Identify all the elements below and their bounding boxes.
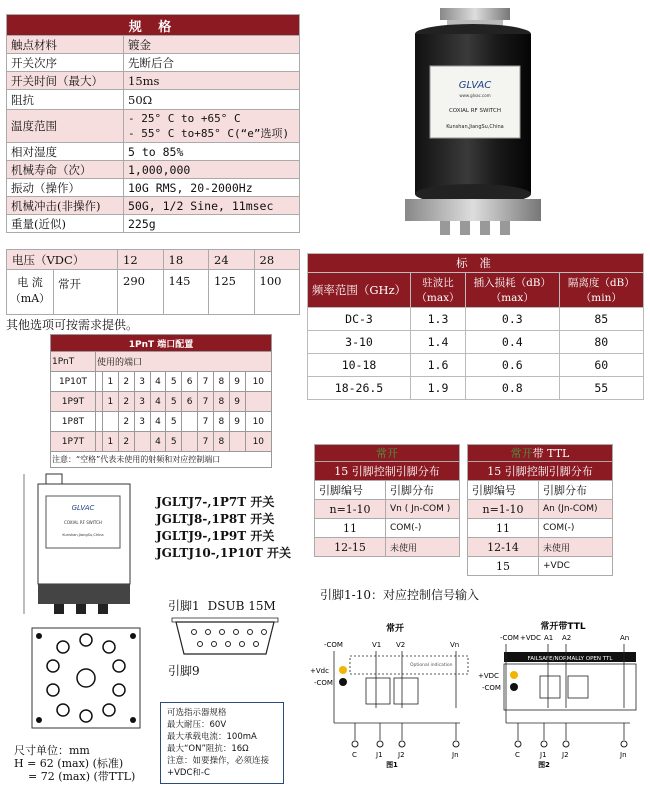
- port-cell: 9: [229, 392, 245, 412]
- pin-cell: 未使用: [539, 538, 613, 557]
- pin-cell: 11: [315, 519, 386, 538]
- port-row-name: 1P10T: [51, 372, 96, 392]
- current-value: 290: [118, 270, 164, 315]
- pin-ttl-subtitle: 15 引脚控制引脚分布: [468, 462, 613, 481]
- port-cell: 4: [150, 412, 166, 432]
- model-item: JGLTJ8-,1P8T 开关: [156, 512, 275, 526]
- standard-cell: 0.8: [466, 377, 560, 400]
- schem2-label: -COM: [500, 634, 519, 642]
- port-cell: 8: [213, 372, 229, 392]
- pin-cell: Vn ( Jn-COM ): [386, 500, 460, 519]
- port-cell: 10: [245, 432, 271, 452]
- pin-signal-note: 引脚1-10：对应控制信号输入: [320, 588, 479, 602]
- schem2-caption: 图2: [538, 761, 550, 768]
- port-cell: 2: [118, 412, 134, 432]
- port-cell: 3: [134, 372, 150, 392]
- port-cell: 5: [166, 372, 182, 392]
- model-item: JGLTJ10-,1P10T 开关: [156, 546, 292, 560]
- standard-header: 插入损耗（dB）（max）: [466, 273, 560, 308]
- port-cell: 7: [198, 392, 214, 412]
- current-table: [6, 249, 300, 315]
- schem1-label: Jn: [452, 751, 459, 759]
- schem1-label: -COM: [324, 641, 343, 649]
- schem1-box: Optional indication: [410, 663, 453, 668]
- standard-cell: 3-10: [308, 331, 411, 354]
- pin-cell: n=1-10: [315, 500, 386, 519]
- standard-cell: 1.9: [411, 377, 466, 400]
- spec-label: 相对湿度: [7, 143, 124, 161]
- pin-cell: 15: [468, 557, 539, 576]
- port-cell: 1: [103, 372, 119, 392]
- port-row-name: 1P8T: [51, 412, 96, 432]
- spec-label: 机械寿命（次）: [7, 161, 124, 179]
- port-cell: 7: [198, 412, 214, 432]
- pin-cell: 未使用: [386, 538, 460, 557]
- standard-cell: 55: [559, 377, 643, 400]
- spec-value: 1,000,000: [124, 161, 300, 179]
- spec-title: 规 格: [7, 15, 300, 36]
- schem2-label: J2: [562, 751, 569, 759]
- dsub-connector: [170, 612, 280, 662]
- indicator-line: 最大“ON”阻抗：16Ω: [167, 744, 249, 754]
- spec-value-2: - 55° C to+85° C(“e”选项): [128, 127, 290, 140]
- spec-value: 225g: [124, 215, 300, 233]
- indicator-line: 注意：如要操作，必须连接+VDC和-C: [167, 756, 270, 778]
- port-cell: 2: [118, 392, 134, 412]
- port-cell: 1: [103, 392, 119, 412]
- port-cell: 2: [118, 372, 134, 392]
- pin-table-ttl: [467, 444, 613, 576]
- spec-value: 镀金: [124, 36, 300, 54]
- current-mode: 常开: [58, 277, 81, 291]
- pin-no-subtitle: 15 引脚控制引脚分布: [315, 462, 460, 481]
- spec-table: [6, 14, 300, 233]
- standard-title: 标 准: [308, 254, 644, 273]
- product-brand: GLVAC: [458, 80, 492, 91]
- schem2-label: J1: [540, 751, 547, 759]
- port-title: 1PnT 端口配置: [51, 335, 272, 352]
- product-name: COXIAL RF SWITCH: [448, 108, 502, 114]
- port-cell: 7: [198, 432, 214, 452]
- product-url: www.glvac.com: [459, 93, 491, 98]
- current-value: 100: [254, 270, 300, 315]
- schem1-caption: 图1: [386, 761, 398, 768]
- product-origin: Kunshan,JiangSu,China: [446, 124, 504, 130]
- spec-label: 开关时间（最大）: [7, 72, 124, 90]
- model-list: [156, 494, 291, 562]
- schem2-box: FAILSAFE/NORMALLY OPEN TTL: [527, 656, 613, 662]
- spec-value: 15ms: [124, 72, 300, 90]
- port-cell: [182, 412, 198, 432]
- standard-cell: 1.4: [411, 331, 466, 354]
- pin-header: 引脚分布: [539, 481, 613, 500]
- port-cell: 9: [229, 372, 245, 392]
- spec-label: 温度范围: [7, 110, 124, 143]
- schem2-label: A1: [544, 634, 554, 642]
- voltage-value: 18: [163, 250, 209, 270]
- port-cell: 10: [245, 412, 271, 432]
- schem2-title: 常开带TTL: [540, 622, 586, 632]
- spec-label: 阻抗: [7, 90, 124, 110]
- pin-cell: 12-15: [315, 538, 386, 557]
- pin-cell: 11: [468, 519, 539, 538]
- indicator-line: 最大承载电流：100mA: [167, 732, 257, 742]
- spec-label: 振动（操作）: [7, 179, 124, 197]
- pin-header: 引脚编号: [468, 481, 539, 500]
- schem1-label: C: [352, 751, 357, 759]
- schem2-label: C: [515, 751, 520, 759]
- dimension-notes: [14, 744, 135, 783]
- pin-ttl-title-a: 常开: [510, 447, 533, 460]
- pin-cell: COM(-): [539, 519, 613, 538]
- port-cell: [134, 432, 150, 452]
- pin-cell: An (Jn-COM): [539, 500, 613, 519]
- schem2-label: +VDC: [478, 672, 499, 680]
- standard-cell: 10-18: [308, 354, 411, 377]
- port-row-name: 1P9T: [51, 392, 96, 412]
- schem2-label: A2: [562, 634, 572, 642]
- model-item: JGLTJ9-,1P9T 开关: [156, 529, 275, 543]
- standard-cell: 0.4: [466, 331, 560, 354]
- port-cell: 8: [213, 392, 229, 412]
- dimension-unit: 尺寸单位：mm: [14, 744, 90, 757]
- spec-label: 机械冲击(非操作): [7, 197, 124, 215]
- schem1-label: +Vdc: [310, 667, 329, 675]
- port-col1: 1PnT: [51, 352, 96, 372]
- indicator-title: 可选指示器规格: [167, 708, 227, 718]
- voltage-value: 12: [118, 250, 164, 270]
- schem1-title: 常开: [385, 624, 405, 634]
- port-row-name: 1P7T: [51, 432, 96, 452]
- dimension-h2: = 72 (max) (带TTL): [28, 770, 136, 783]
- indicator-line: 最大耐压：60V: [167, 720, 227, 730]
- dsub-pin9: 引脚9: [168, 664, 200, 678]
- standard-cell: 85: [559, 308, 643, 331]
- spec-value: 50G, 1/2 Sine, 11msec: [124, 197, 300, 215]
- port-cell: 5: [166, 412, 182, 432]
- spec-value: - 25° C to +65° C: [128, 112, 241, 125]
- port-col2: 使用的端口: [96, 352, 272, 372]
- spec-label: 开关次序: [7, 54, 124, 72]
- schem1-label: J1: [376, 751, 383, 759]
- standard-cell: 0.6: [466, 354, 560, 377]
- pin-cell: 12-14: [468, 538, 539, 557]
- dimension-h1: H = 62 (max) (标准): [14, 757, 124, 770]
- port-config-table: [50, 334, 272, 468]
- schem2-label: An: [620, 634, 630, 642]
- port-cell: [103, 412, 119, 432]
- drawing-brand: GLVAC: [71, 504, 95, 512]
- pin-header: 引脚编号: [315, 481, 386, 500]
- port-cell: 8: [213, 432, 229, 452]
- standard-cell: 60: [559, 354, 643, 377]
- port-cell: 10: [245, 372, 271, 392]
- standard-cell: 1.6: [411, 354, 466, 377]
- port-cell: 5: [166, 432, 182, 452]
- schem2-label: Jn: [620, 751, 627, 759]
- standard-cell: 18-26.5: [308, 377, 411, 400]
- standard-header: 频率范围（GHz）: [308, 273, 411, 308]
- spec-value: 5 to 85%: [124, 143, 300, 161]
- product-photo: [385, 4, 560, 244]
- schem2-label: +VDC: [520, 634, 541, 642]
- port-cell: 4: [150, 432, 166, 452]
- port-cell: 5: [166, 392, 182, 412]
- pin-cell: n=1-10: [468, 500, 539, 519]
- standard-cell: 80: [559, 331, 643, 354]
- port-note: 注意：“空格”代表未使用的射频和对应控制端口: [51, 452, 272, 468]
- standard-header: 隔离度（dB）（min）: [559, 273, 643, 308]
- port-cell: 7: [198, 372, 214, 392]
- standard-cell: 0.3: [466, 308, 560, 331]
- spec-value: 先断后合: [124, 54, 300, 72]
- schem1-label: Vn: [450, 641, 460, 649]
- port-cell: 4: [150, 392, 166, 412]
- port-cell: 3: [134, 412, 150, 432]
- port-cell: [182, 432, 198, 452]
- port-cell: 3: [134, 392, 150, 412]
- port-cell: [229, 432, 245, 452]
- drawing-origin: Kunshan,JiangSu,China: [62, 533, 104, 537]
- voltage-label: 电压（VDC）: [7, 250, 118, 270]
- current-label: 电 流: [17, 276, 43, 289]
- standard-cell: 1.3: [411, 308, 466, 331]
- schematic-normally-open: [310, 618, 475, 768]
- port-cell: 1: [103, 432, 119, 452]
- pin-cell: +VDC: [539, 557, 613, 576]
- schem1-label: V2: [396, 641, 406, 649]
- pin-table-no: [314, 444, 460, 557]
- standard-table: [307, 253, 644, 400]
- pin-cell: COM(-): [386, 519, 460, 538]
- voltage-value: 24: [209, 250, 255, 270]
- standard-cell: DC-3: [308, 308, 411, 331]
- current-value: 145: [163, 270, 209, 315]
- current-unit: （mA）: [9, 292, 51, 305]
- port-cell: 6: [182, 392, 198, 412]
- dsub-name: DSUB 15M: [207, 599, 276, 613]
- schem1-label: V1: [372, 641, 382, 649]
- drawing-product-name: COXIAL RF SWITCH: [64, 520, 102, 525]
- port-cell: [245, 392, 271, 412]
- indicator-box: [160, 702, 284, 784]
- pin-header: 引脚分布: [386, 481, 460, 500]
- pin-no-title: 常开: [315, 445, 460, 462]
- dimension-drawing: [6, 470, 151, 740]
- dsub-pin1: 引脚1: [168, 599, 200, 613]
- current-value: 125: [209, 270, 255, 315]
- standard-header: 驻波比（max）: [411, 273, 466, 308]
- port-cell: 2: [118, 432, 134, 452]
- port-cell: 6: [182, 372, 198, 392]
- model-item: JGLTJ7-,1P7T 开关: [156, 495, 275, 509]
- port-cell: 8: [213, 412, 229, 432]
- options-note: 其他选项可按需求提供。: [6, 318, 139, 332]
- port-cell: 4: [150, 372, 166, 392]
- schematic-ttl: [478, 618, 648, 768]
- spec-value: 50Ω: [124, 90, 300, 110]
- spec-value: 10G RMS, 20-2000Hz: [124, 179, 300, 197]
- schem1-label: -COM: [314, 679, 333, 687]
- schem2-label: -COM: [482, 684, 501, 692]
- schem1-label: J2: [398, 751, 405, 759]
- port-cell: 9: [229, 412, 245, 432]
- spec-label: 重量(近似): [7, 215, 124, 233]
- spec-label: 触点材料: [7, 36, 124, 54]
- pin-ttl-title-b: 带 TTL: [532, 447, 570, 460]
- voltage-value: 28: [254, 250, 300, 270]
